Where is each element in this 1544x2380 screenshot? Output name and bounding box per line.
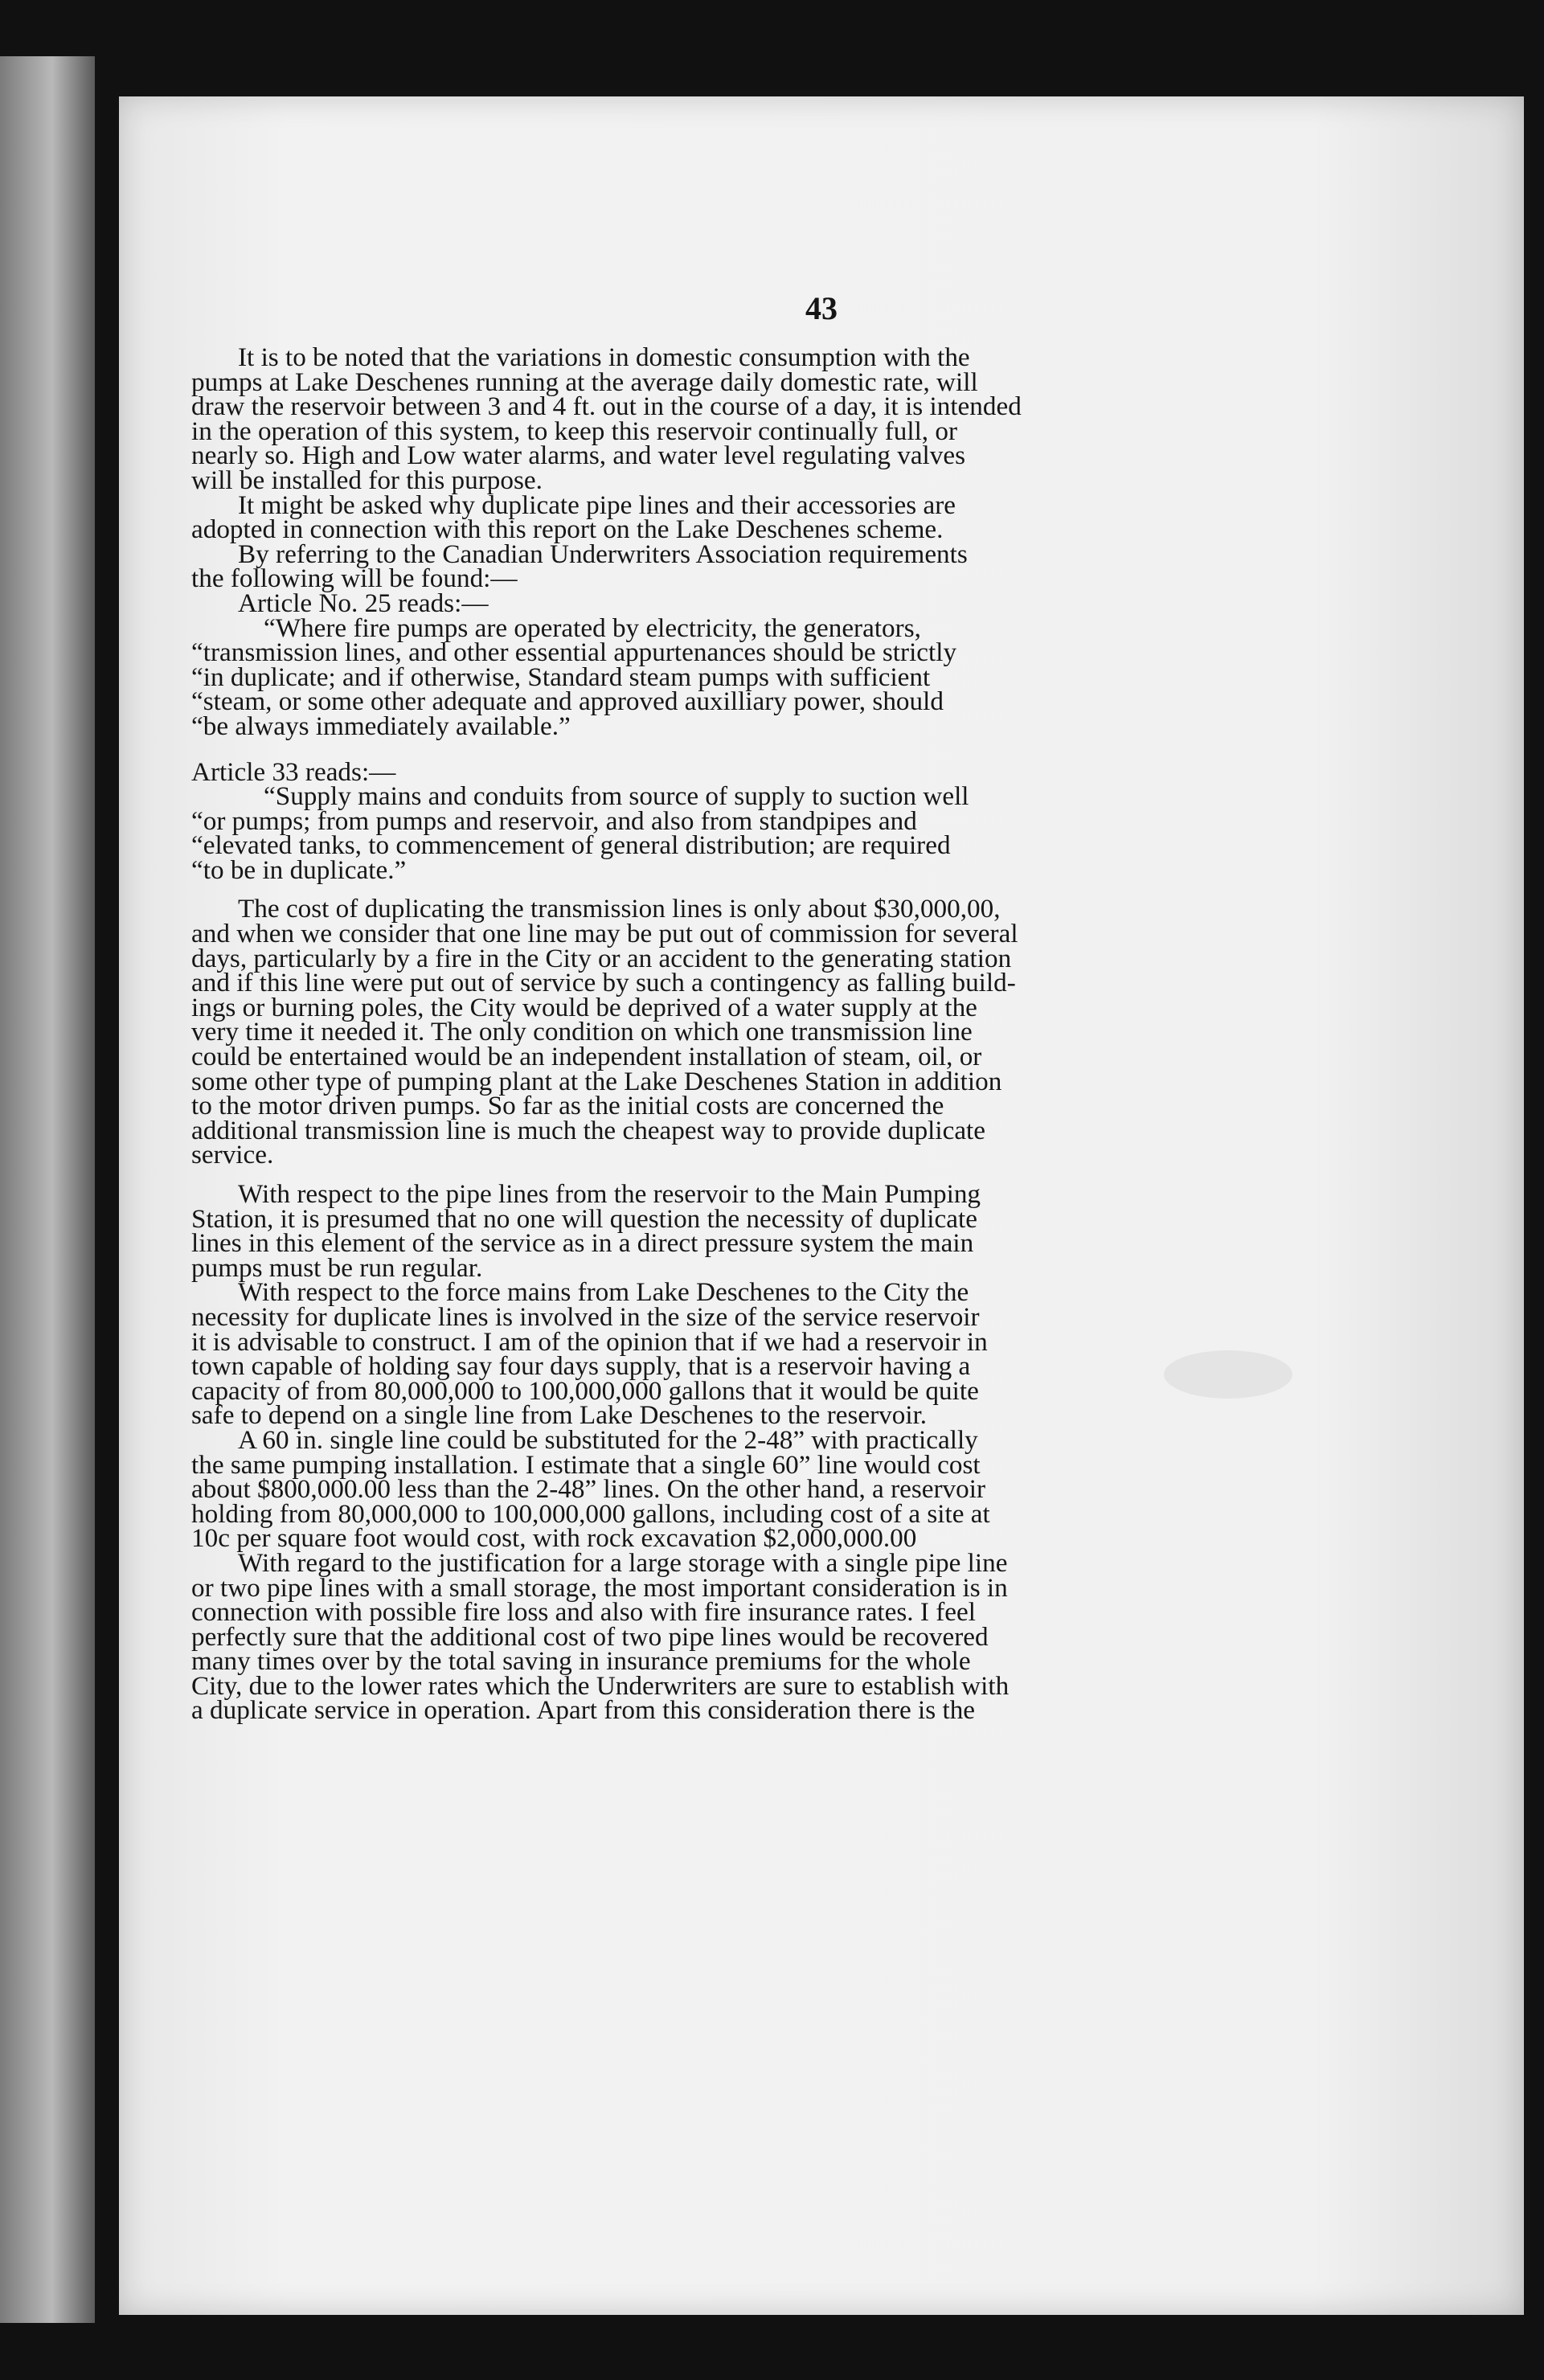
text-line: additional transmission line is much the cheapest way to provide duplicate xyxy=(191,1115,986,1145)
text-line: “Where fire pumps are operated by electricity, the generators, xyxy=(264,612,921,643)
text-line: pumps at Lake Deschenes running at the average daily domestic rate, will xyxy=(191,367,978,397)
document-page xyxy=(119,96,1524,2315)
text-line: to the motor driven pumps. So far as the initial costs are concerned the xyxy=(191,1091,944,1121)
text-line: perfectly sure that the additional cost of two pipe lines would be recovered xyxy=(191,1621,989,1652)
text-line: capacity of from 80,000,000 to 100,000,000 gallons that it would be quite xyxy=(191,1375,979,1406)
text-line: lines in this element of the service as in a direct pressure system the main xyxy=(191,1228,974,1259)
paragraph xyxy=(191,894,1381,1170)
text-line: the same pumping installation. I estimate that a single 60” line would cost xyxy=(191,1449,981,1480)
text-line: “transmission lines, and other essential appurtenances should be strictly xyxy=(191,637,957,668)
text-line: ings or burning poles, the City would be deprived of a water supply at the xyxy=(191,992,977,1022)
text-line: “Supply mains and conduits from source of supply to suction well xyxy=(264,781,969,812)
text-line: holding from 80,000,000 to 100,000,000 gallons, including cost of a site at xyxy=(191,1498,990,1529)
text-line: in the operation of this system, to keep this reservoir continually full, or xyxy=(191,416,958,446)
text-line: many times over by the total saving in insurance premiums for the whole xyxy=(191,1646,971,1677)
text-line: It is to be noted that the variations in domestic consumption with the xyxy=(238,342,970,372)
article-heading xyxy=(191,588,1381,618)
text-line: “to be in duplicate.” xyxy=(191,854,407,885)
text-line: “or pumps; from pumps and reservoir, and also from standpipes and xyxy=(191,805,917,836)
text-line: With respect to the force mains from Lake Deschenes to the City the xyxy=(238,1277,969,1308)
paragraph xyxy=(191,539,1381,594)
text-line: the following will be found:— xyxy=(191,563,518,594)
quoted-article-25 xyxy=(191,612,1381,741)
paragraph xyxy=(191,1277,1381,1431)
text-line: Article No. 25 reads:— xyxy=(238,588,489,618)
text-line: With respect to the pipe lines from the reservoir to the Main Pumping xyxy=(238,1179,981,1209)
text-line: a duplicate service in operation. Apart from this consideration there is the xyxy=(191,1695,976,1726)
text-line: pumps must be run regular. xyxy=(191,1252,483,1283)
adjacent-page-edge xyxy=(0,56,95,2323)
text-line: “in duplicate; and if otherwise, Standard steam pumps with sufficient xyxy=(191,662,931,692)
paragraph xyxy=(191,490,1381,545)
text-line: “steam, or some other adequate and approved auxilliary power, should xyxy=(191,686,944,717)
paragraph xyxy=(191,1179,1381,1283)
text-line: “be always immediately available.” xyxy=(191,711,571,741)
text-line: It might be asked why duplicate pipe lines and their accessories are xyxy=(238,490,956,520)
text-line: it is advisable to construct. I am of the opinion that if we had a reservoir in xyxy=(191,1326,988,1357)
text-line: and if this line were put out of service by such a contingency as falling build- xyxy=(191,968,1016,998)
text-line: City, due to the lower rates which the Underwriters are sure to establish with xyxy=(191,1670,1010,1701)
text-line: some other type of pumping plant at the Lake Deschenes Station in addition xyxy=(191,1066,1002,1096)
text-line: nearly so. High and Low water alarms, and water level regulating valves xyxy=(191,440,966,471)
paragraph xyxy=(191,1547,1381,1726)
text-line: A 60 in. single line could be substituted for the 2-48” with practically xyxy=(238,1424,978,1455)
text-line: town capable of holding say four days supply, that is a reservoir having a xyxy=(191,1351,971,1382)
text-line: service. xyxy=(191,1140,274,1170)
text-line: about $800,000.00 less than the 2-48” lines. On the other hand, a reservoir xyxy=(191,1474,986,1505)
text-line: By referring to the Canadian Underwriters Association requirements xyxy=(238,539,968,569)
text-line: Article 33 reads:— xyxy=(191,756,396,787)
text-line: or two pipe lines with a small storage, the most important consideration is in xyxy=(191,1572,1008,1603)
text-line: connection with possible fire loss and also with fire insurance rates. I feel xyxy=(191,1597,976,1628)
text-line: safe to depend on a single line from Lake Deschenes to the reservoir. xyxy=(191,1400,928,1431)
text-line: The cost of duplicating the transmission lines is only about $30,000,00, xyxy=(238,894,1001,924)
text-line: and when we consider that one line may be put out of commission for several xyxy=(191,919,1018,949)
quoted-article-33 xyxy=(191,781,1381,885)
text-line: could be entertained would be an independent installation of steam, oil, or xyxy=(191,1042,982,1072)
text-line: adopted in connection with this report on the Lake Deschenes scheme. xyxy=(191,514,944,545)
body-text xyxy=(191,342,1381,1726)
text-line: With regard to the justification for a large storage with a single pipe line xyxy=(238,1547,1008,1578)
text-line: days, particularly by a fire in the City or an accident to the generating station xyxy=(191,943,1012,973)
paragraph xyxy=(191,342,1381,495)
text-line: will be installed for this purpose. xyxy=(191,465,543,495)
text-line: necessity for duplicate lines is involved in the size of the service reservoir xyxy=(191,1301,980,1332)
text-line: 10c per square foot would cost, with rock excavation $2,000,000.00 xyxy=(191,1523,917,1554)
text-line: “elevated tanks, to commencement of general distribution; are required xyxy=(191,830,951,861)
text-line: Station, it is presumed that no one will question the necessity of duplicate xyxy=(191,1203,977,1234)
text-line: very time it needed it. The only condition on which one transmission line xyxy=(191,1017,973,1047)
paragraph xyxy=(191,1424,1381,1554)
page-number: 43 xyxy=(805,290,838,326)
text-line: draw the reservoir between 3 and 4 ft. out in the course of a day, it is intended xyxy=(191,391,1022,422)
